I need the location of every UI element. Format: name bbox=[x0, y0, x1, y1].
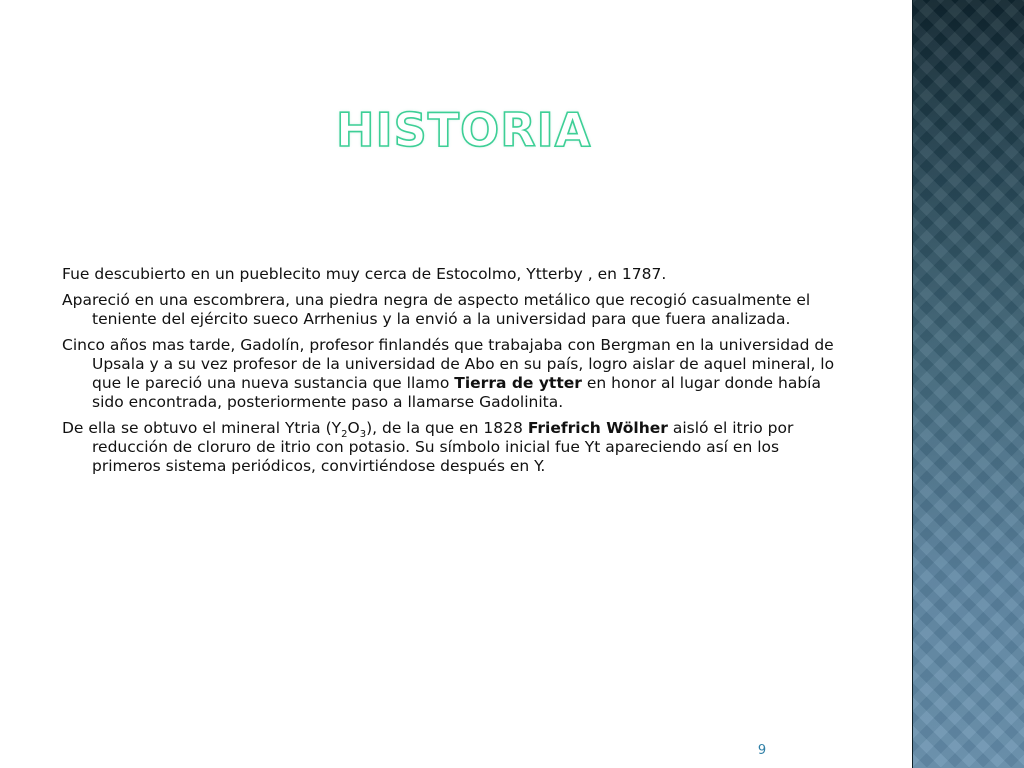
ytria-subscript-2: 2 bbox=[341, 429, 348, 441]
slide-body bbox=[62, 265, 847, 483]
paragraph-gadolin-text-before: Cinco años mas tarde, Gadolín, profesor finlandés que trabajaba con Bergman en la universidad de Upsala y a su vez profesor de la universidad de Abo en su país, logro aislar de aquel mineral, lo que le pareció una nueva sustancia que llamo bbox=[62, 336, 835, 392]
slide-title: HISTORIA bbox=[336, 103, 592, 157]
paragraph-discovery: Fue descubierto en un pueblecito muy cerca de Estocolmo, Ytterby , en 1787. bbox=[62, 265, 667, 283]
paragraph-gadolin bbox=[62, 336, 847, 412]
paragraph-gadolin-text-after: en honor al lugar donde había sido encontrada, posteriormente paso a llamarse Gadolinita. bbox=[92, 374, 821, 411]
tierra-de-ytter-term: Tierra de ytter bbox=[454, 374, 582, 392]
ytria-text-3: ), de la que en 1828 bbox=[366, 419, 528, 437]
ytria-text-1: De ella se obtuvo el mineral Ytria (Y bbox=[62, 419, 342, 437]
paragraph-escombrera: Apareció en una escombrera, una piedra negra de aspecto metálico que recogió casualmente el teniente del ejército sueco Arrhenius y la envió a la universidad para que fuera analizada. bbox=[62, 291, 811, 328]
paragraph-ytria bbox=[62, 419, 847, 476]
ytria-text-after: aisló el itrio por reducción de cloruro de itrio con potasio. Su símbolo inicial fue Yt apareciendo así en los primeros sistema periódicos, convirtiéndose después en Y. bbox=[92, 419, 794, 475]
decorative-side-panel bbox=[912, 0, 1024, 768]
ytria-subscript-3: 3 bbox=[359, 429, 367, 441]
page-number: 9 bbox=[757, 743, 767, 758]
wohler-name: Friefrich Wölher bbox=[527, 419, 668, 437]
ytria-text-2: O bbox=[347, 419, 360, 437]
